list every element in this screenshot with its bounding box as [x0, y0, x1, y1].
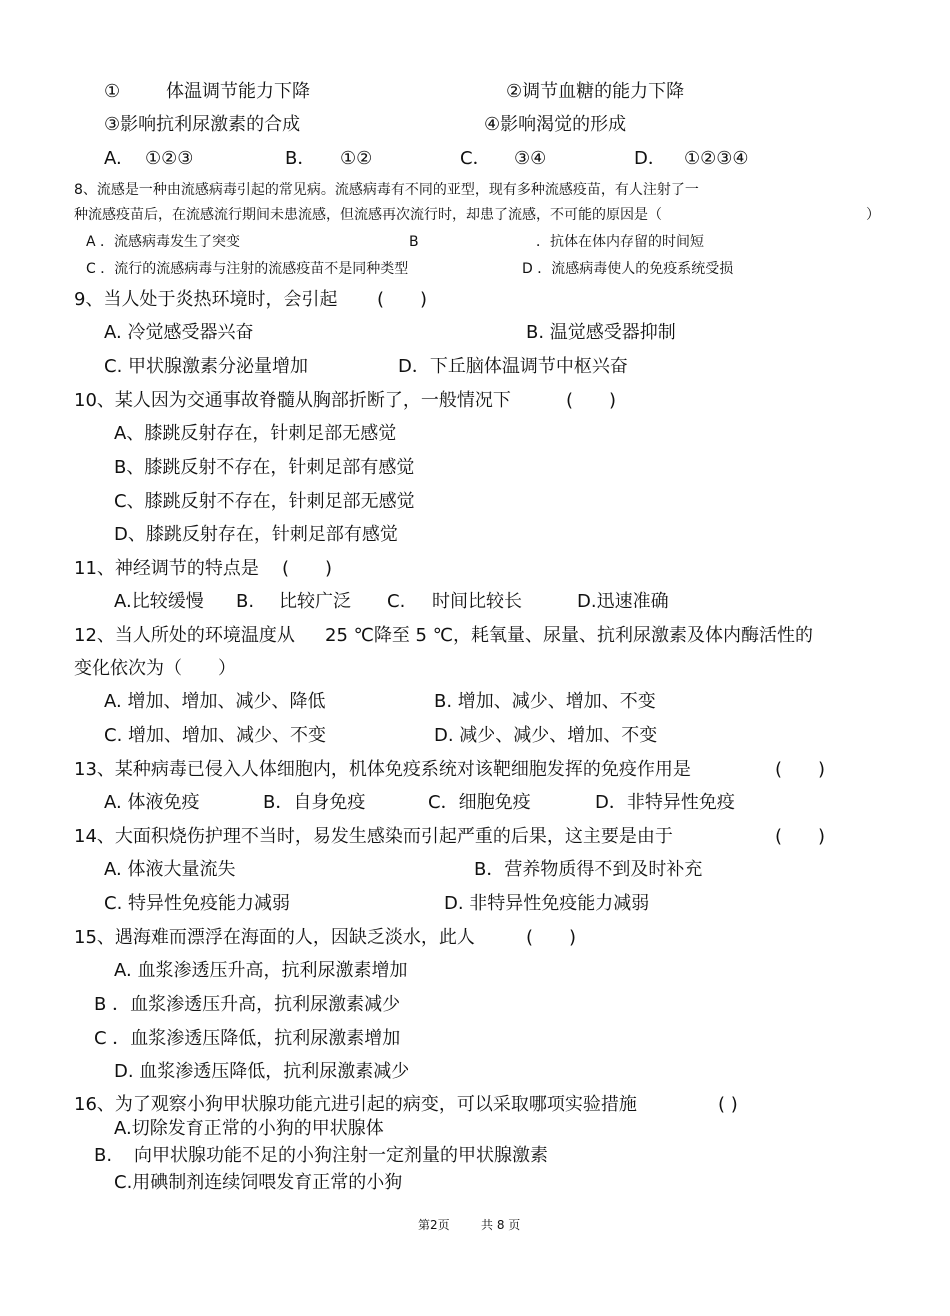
q16-option-b-label: B. — [94, 1145, 113, 1166]
q7-item-1-text: 体温调节能力下降 — [166, 81, 310, 102]
q9-option-a: A. 冷觉感受器兴奋 — [104, 322, 254, 343]
q14-option-c: C. 特异性免疫能力减弱 — [104, 893, 291, 914]
q12-option-c: C. 增加、增加、减少、不变 — [104, 725, 327, 746]
q16-option-c: C.用碘制剂连续饲喂发育正常的小狗 — [114, 1172, 403, 1193]
q9-answer-paren: ( ) — [377, 289, 428, 310]
q7-option-d-label: D． — [634, 148, 666, 169]
q8-paren-close: ） — [866, 207, 880, 223]
q12-stem-line-1a: 12、当人所处的环境温度从 — [74, 625, 295, 646]
footer-total-pages: 共 8 页 — [481, 1218, 521, 1232]
q14-option-b: B．营养物质得不到及时补充 — [474, 859, 703, 880]
q13-option-c: C．细胞免疫 — [428, 792, 531, 813]
q12-option-d: D. 减少、减少、增加、不变 — [434, 725, 658, 746]
q8-option-b-text: ．抗体在体内存留的时间短 — [536, 234, 704, 250]
q7-option-c-text: ③④ — [514, 148, 547, 169]
q9-option-c: C. 甲状腺激素分泌量增加 — [104, 356, 309, 377]
q7-option-a-text: ①②③ — [145, 148, 194, 169]
q10-option-a: A、膝跳反射存在，针刺足部无感觉 — [114, 423, 397, 444]
q12-option-a: A. 增加、增加、减少、降低 — [104, 691, 326, 712]
q13-option-d: D．非特异性免疫 — [595, 792, 735, 813]
q11-option-c-label: C. — [387, 591, 406, 612]
q11-option-c-text: 时间比较长 — [432, 591, 522, 612]
q7-option-b-text: ①② — [340, 148, 373, 169]
q7-item-1-marker: ① — [104, 81, 121, 102]
q10-answer-paren: ( ) — [566, 390, 617, 411]
q11-option-b-label: B. — [236, 591, 255, 612]
q14-option-d: D. 非特异性免疫能力减弱 — [444, 893, 650, 914]
q16-stem: 16、为了观察小狗甲状腺功能亢进引起的病变，可以采取哪项实验措施 — [74, 1094, 637, 1115]
q13-answer-paren: ( ) — [775, 759, 826, 780]
q7-option-b-label: B． — [285, 148, 316, 169]
q16-option-a: A.切除发育正常的小狗的甲状腺体 — [114, 1118, 384, 1139]
q13-stem: 13、某种病毒已侵入人体细胞内，机体免疫系统对该靶细胞发挥的免疫作用是 — [74, 759, 691, 780]
q8-stem-line-1: 8、流感是一种由流感病毒引起的常见病。流感病毒有不同的亚型，现有多种流感疫苗，有人注射了一 — [74, 182, 699, 198]
q10-option-b: B、膝跳反射不存在，针刺足部有感觉 — [114, 457, 415, 478]
q16-option-b-text: 向甲状腺功能不足的小狗注射一定剂量的甲状腺激素 — [134, 1145, 548, 1166]
q13-option-a: A. 体液免疫 — [104, 792, 200, 813]
q11-option-b-text: 比较广泛 — [279, 591, 351, 612]
q14-answer-paren: ( ) — [775, 826, 826, 847]
q7-option-c-label: C． — [460, 148, 491, 169]
q7-item-4: ④影响渴觉的形成 — [484, 114, 627, 135]
q7-option-a-label: A. — [104, 148, 122, 169]
q14-stem: 14、大面积烧伤护理不当时，易发生感染而引起严重的后果，这主要是由于 — [74, 826, 673, 847]
q10-option-d: D、膝跳反射存在，针刺足部有感觉 — [114, 524, 398, 545]
q8-option-a: A ．流感病毒发生了突变 — [86, 234, 241, 250]
q12-stem-line-1b: 25 ℃降至 5 ℃，耗氧量、尿量、抗利尿激素及体内酶活性的 — [325, 625, 813, 646]
q16-answer-paren: ( ) — [718, 1094, 738, 1115]
q11-option-d: D.迅速准确 — [577, 591, 669, 612]
q15-option-a: A. 血浆渗透压升高，抗利尿激素增加 — [114, 960, 408, 981]
footer-page-number: 第2页 — [418, 1218, 450, 1232]
q8-option-b-label: B — [409, 234, 419, 250]
q7-item-2: ②调节血糖的能力下降 — [506, 81, 685, 102]
q8-stem-line-2: 种流感疫苗后，在流感流行期间未患流感，但流感再次流行时，却患了流感，不可能的原因是（ — [74, 207, 662, 223]
q15-option-d: D. 血浆渗透压降低，抗利尿激素减少 — [114, 1061, 410, 1082]
q12-option-b: B. 增加、减少、增加、不变 — [434, 691, 656, 712]
q7-item-3: ③影响抗利尿激素的合成 — [104, 114, 301, 135]
q9-option-d: D．下丘脑体温调节中枢兴奋 — [398, 356, 628, 377]
q9-stem: 9、当人处于炎热环境时，会引起 — [74, 289, 338, 310]
q8-option-c: C ．流行的流感病毒与注射的流感疫苗不是同种类型 — [86, 261, 409, 277]
q11-answer-paren: ( ) — [282, 558, 333, 579]
q12-stem-line-2: 变化依次为（ ） — [74, 658, 236, 679]
q10-option-c: C、膝跳反射不存在，针刺足部无感觉 — [114, 491, 415, 512]
q7-option-d-text: ①②③④ — [684, 148, 749, 169]
q9-option-b: B. 温觉感受器抑制 — [526, 322, 676, 343]
q15-option-b: B ．血浆渗透压升高，抗利尿激素减少 — [94, 994, 401, 1015]
q13-option-b: B．自身免疫 — [263, 792, 366, 813]
q15-option-c: C ．血浆渗透压降低，抗利尿激素增加 — [94, 1028, 401, 1049]
q8-option-d: D ．流感病毒使人的免疫系统受损 — [522, 261, 734, 277]
q11-option-a: A.比较缓慢 — [114, 591, 204, 612]
q15-answer-paren: ( ) — [526, 927, 577, 948]
q11-stem: 11、神经调节的特点是 — [74, 558, 259, 579]
q14-option-a: A. 体液大量流失 — [104, 859, 236, 880]
q15-stem: 15、遇海难而漂浮在海面的人，因缺乏淡水，此人 — [74, 927, 475, 948]
q10-stem: 10、某人因为交通事故脊髓从胸部折断了，一般情况下 — [74, 390, 511, 411]
